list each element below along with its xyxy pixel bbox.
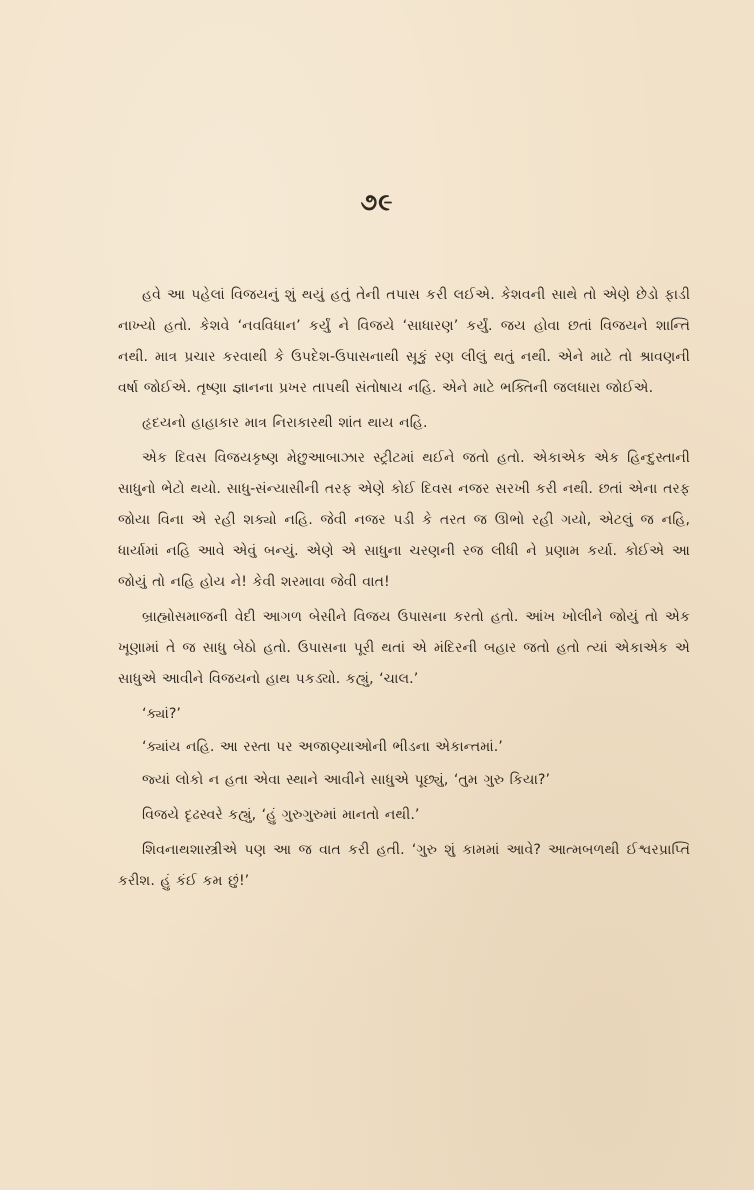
page-number: ૭૯ (360, 188, 394, 216)
page-text-body (118, 280, 690, 901)
paragraph-2: હૃદયનો હાહાકાર માત્ર નિરાકારથી શાંત થાય નહિ. (142, 415, 428, 431)
paragraph-4: બ્રાહ્મોસમાજની વેદી આગળ બેસીને વિજય ઉપાસના કરતો હતો. આંખ ખોલીને જોયું તો એક ખૂણામાં તે જ સાધુ બેઠો હતો. ઉપાસના પૂરી થતાં એ મંદિરની બહાર જતો હતો ત્યાં એકાએક એ સાધુએ આવીને વિજયનો હાથ પકડ્યો. કહ્યું, ‘ચાલ.’ (118, 609, 690, 687)
paragraph-9: શિવનાથશાસ્ત્રીએ પણ આ જ વાત કરી હતી. ‘ગુરુ શું કામમાં આવે? આત્મબળથી ઈશ્વરપ્રાપ્તિ કરીશ. હું કંઈ કમ છું!’ (118, 842, 690, 889)
paragraph-3: એક દિવસ વિજયકૃષ્ણ મેછુઆબાઝાર સ્ટ્રીટમાં થઈને જતો હતો. એકાએક એક હિન્દુસ્તાની સાધુનો ભેટો થયો. સાધુ-સંન્યાસીની તરફ એણે કોઈ દિવસ નજર સરખી કરી નથી. છતાં એના તરફ જોયા વિના એ રહી શક્યો નહિ. જેવી નજર પડી કે તરત જ ઊભો રહી ગયો, એટલું જ નહિ, ધાર્યામાં નહિ આવે એવું બન્યું. એણે એ સાધુના ચરણની રજ લીધી ને પ્રણામ કર્યા. કોઈએ આ જોયું તો નહિ હોય ને! કેવી શરમાવા જેવી વાત! (118, 450, 690, 590)
paragraph-6: ‘ક્યાંય નહિ. આ રસ્તા પર અજાણ્યાઓની ભીડના એકાન્તમાં.’ (142, 739, 503, 755)
paragraph-5: ‘ક્યાં?’ (142, 706, 181, 722)
paragraph-7: જ્યાં લોકો ન હતા એવા સ્થાને આવીને સાધુએ પૂછ્યું, ‘તુમ ગુરુ કિયા?’ (142, 772, 550, 788)
paragraph-1: હવે આ પહેલાં વિજયનું શું થયું હતું તેની તપાસ કરી લઈએ. કેશવની સાથે તો એણે છેડો ફાડી નાખ્યો હતો. કેશવે ‘નવવિધાન’ કર્યું ને વિજયે ‘સાધારણ’ કર્યું. જય હોવા છતાં વિજયને શાન્તિ નથી. માત્ર પ્રચાર કરવાથી કે ઉપદેશ-ઉપાસનાથી સૂકું રણ લીલું થતું નથી. એને માટે તો શ્રાવણની વર્ષા જોઈએ. તૃષ્ણા જ્ઞાનના પ્રખર તાપથી સંતોષાય નહિ. એને માટે ભક્તિની જલધારા જોઈએ. (118, 287, 690, 396)
paragraph-8: વિજયે દૃઢસ્વરે કહ્યું, ‘હું ગુરુગુરુમાં માનતો નથી.’ (142, 807, 420, 823)
